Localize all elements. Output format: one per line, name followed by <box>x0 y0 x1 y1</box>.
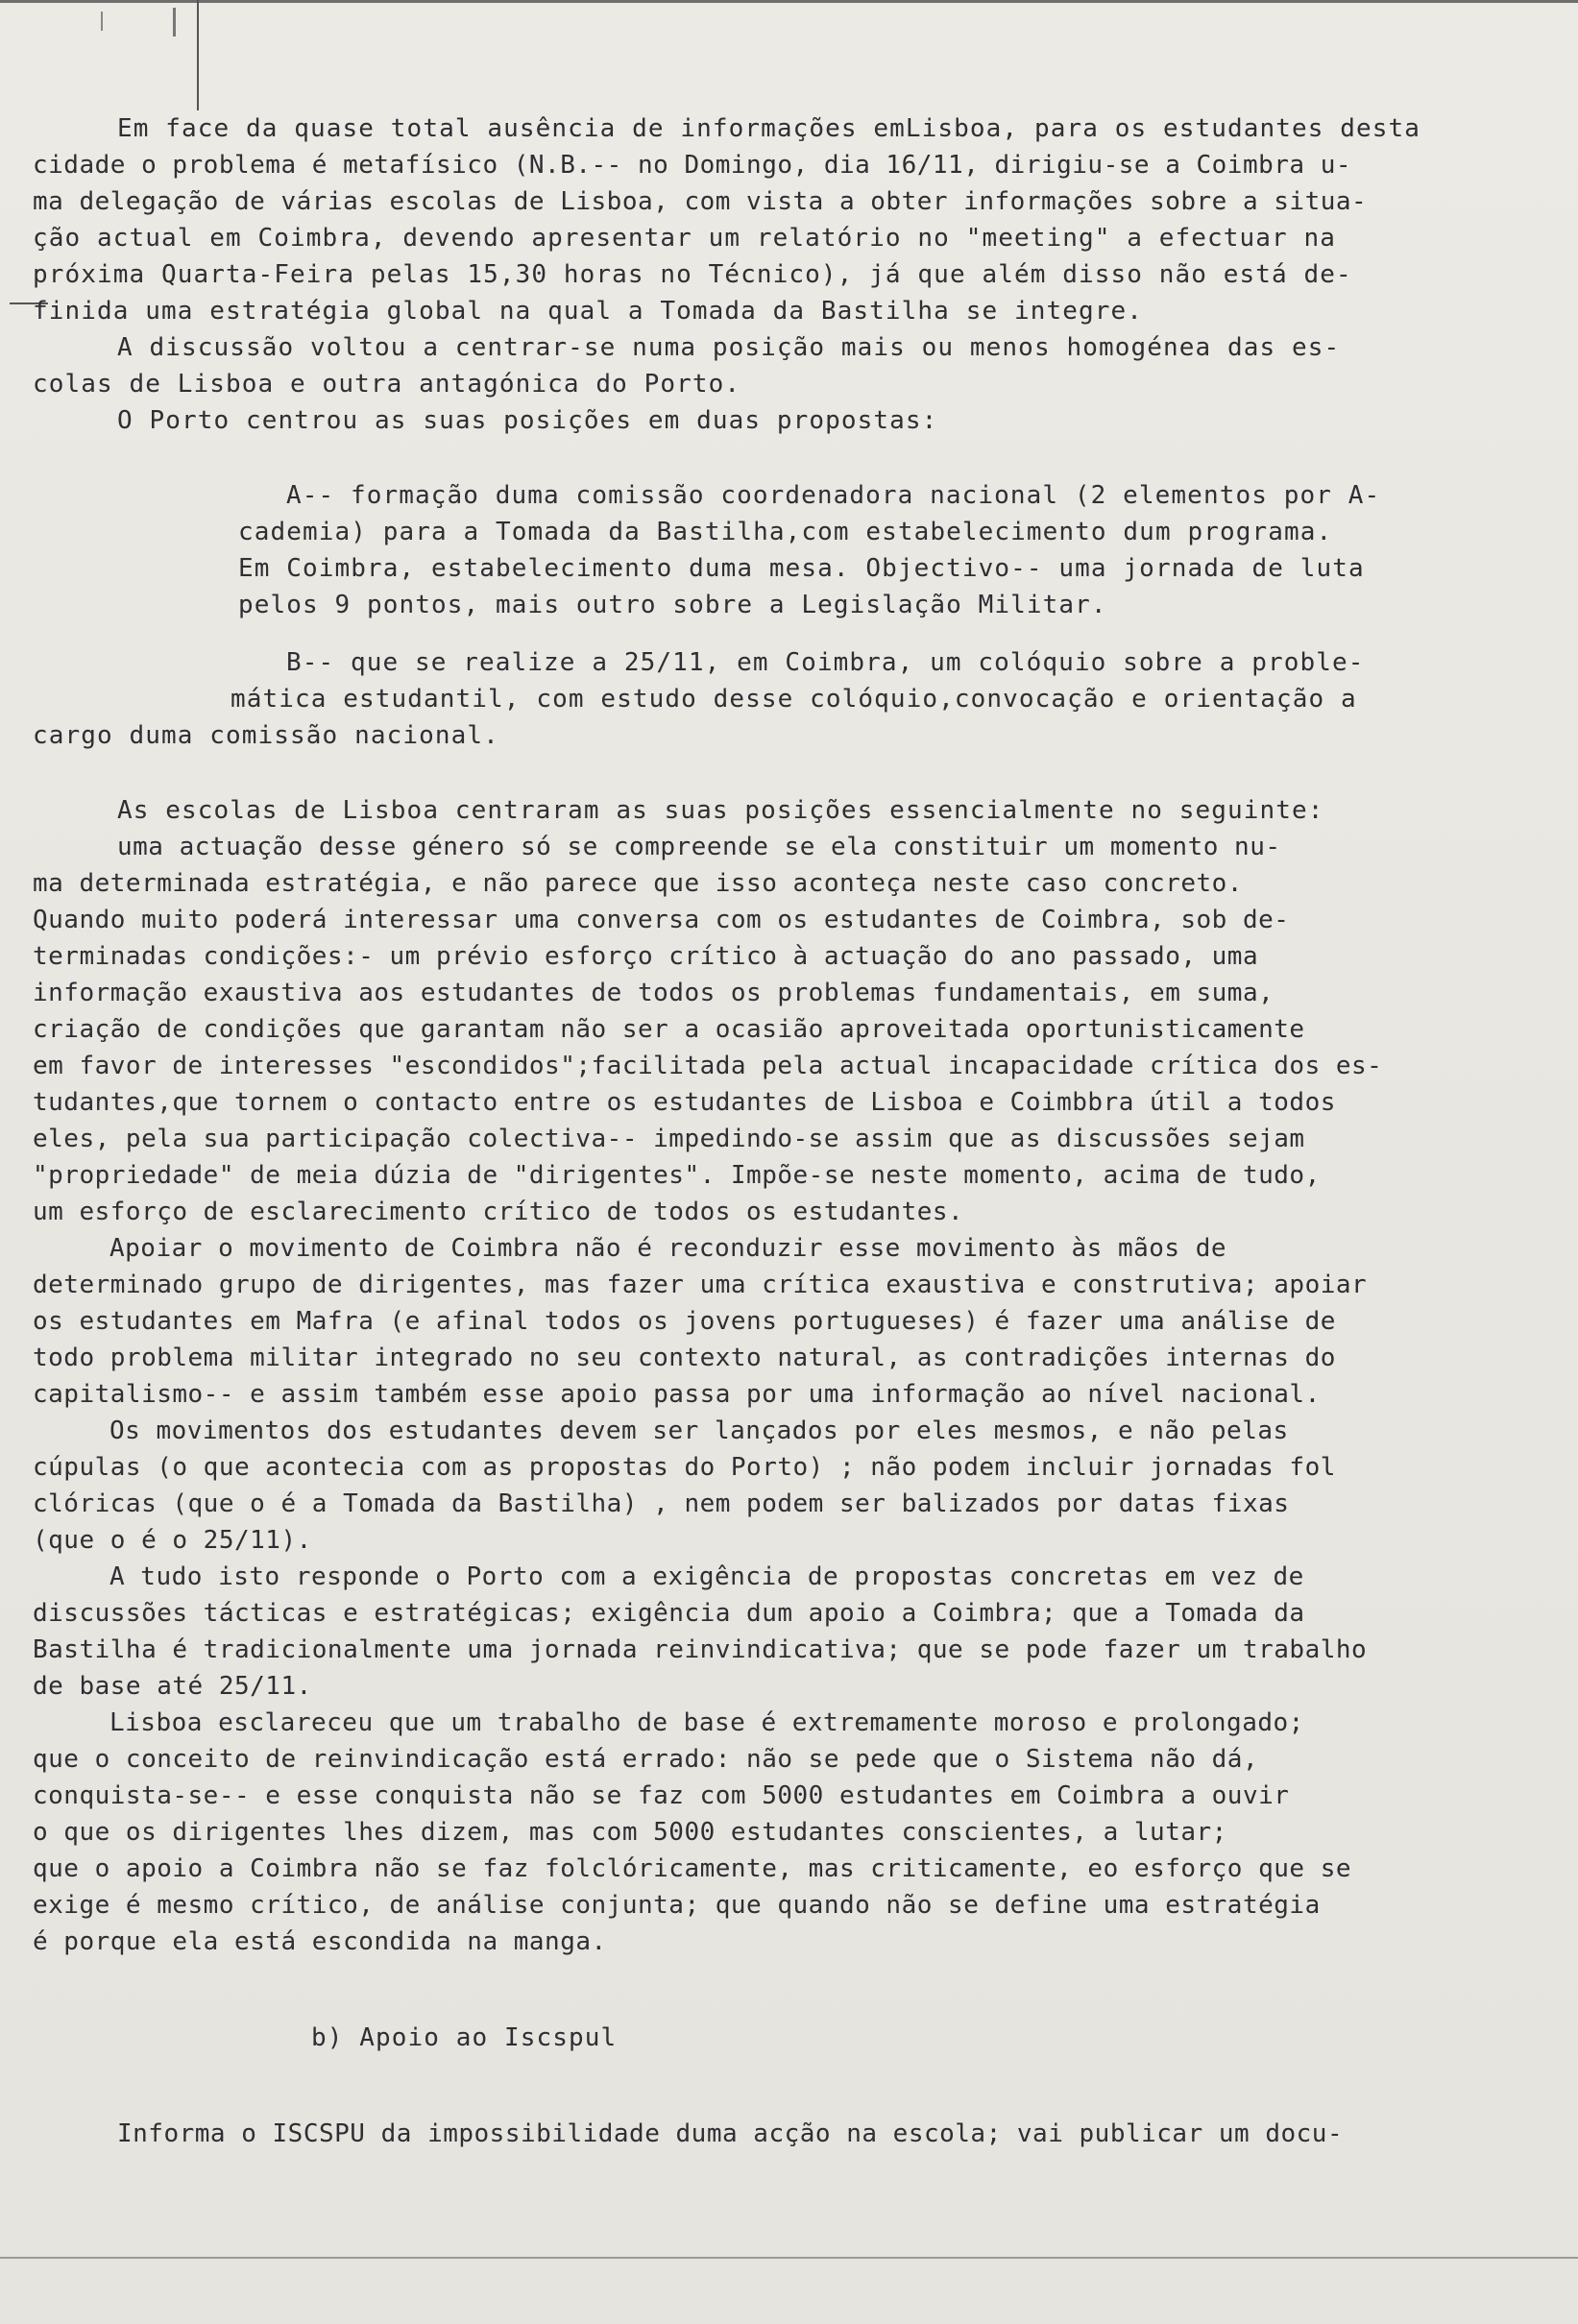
text-line: clóricas (que o é a Tomada da Bastilha) , nem podem ser balizados por datas fixas <box>33 1489 1290 1518</box>
text-line: que o apoio a Coimbra não se faz folclóricamente, mas criticamente, eo esforço que se <box>33 1854 1352 1883</box>
text-line: A-- formação duma comissão coordenadora nacional (2 elementos por A- <box>286 481 1381 510</box>
body-section <box>33 792 1560 1960</box>
text-line: o que os dirigentes lhes dizem, mas com 5000 estudantes conscientes, a lutar; <box>33 1818 1227 1847</box>
text-line: capitalismo-- e assim também esse apoio passa por uma informação ao nível nacional. <box>33 1380 1321 1409</box>
document-text <box>33 110 1560 2152</box>
text-line: criação de condições que garantam não ser a ocasião aproveitada oportunisticamente <box>33 1015 1305 1044</box>
text-line: Bastilha é tradicionalmente uma jornada reinvindicativa; que se pode fazer um trabalho <box>33 1635 1368 1664</box>
text-line: que o conceito de reinvindicação está errado: não se pede que o Sistema não dá, <box>33 1745 1259 1774</box>
text-line: Em face da quase total ausência de informações emLisboa, para os estudantes desta <box>117 114 1421 143</box>
text-line: mática estudantil, com estudo desse colóquio,convocação e orientação a <box>231 685 1357 714</box>
pen-mark <box>173 8 176 36</box>
text-line: finida uma estratégia global na qual a Tomada da Bastilha se integre. <box>33 297 1143 326</box>
proposal-a <box>33 477 1560 623</box>
text-line: ma determinada estratégia, e não parece que isso aconteça neste caso concreto. <box>33 869 1243 898</box>
text-line: cargo duma comissão nacional. <box>33 721 499 750</box>
text-line: Lisboa esclareceu que um trabalho de base é extremamente moroso e prolongado; <box>109 1708 1304 1737</box>
text-line: conquista-se-- e esse conquista não se faz com 5000 estudantes em Coimbra a ouvir <box>33 1781 1290 1810</box>
text-line: tudantes,que tornem o contacto entre os estudantes de Lisboa e Coimbbra útil a todos <box>33 1088 1336 1117</box>
text-line: exige é mesmo crítico, de análise conjunta; que quando não se define uma estratégia <box>33 1891 1321 1920</box>
text-line: pelos 9 pontos, mais outro sobre a Legislação Militar. <box>238 591 1107 619</box>
text-line: colas de Lisboa e outra antagónica do Porto. <box>33 370 741 399</box>
text-line: As escolas de Lisboa centraram as suas posições essencialmente no seguinte: <box>117 796 1324 825</box>
text-line: (que o é o 25/11). <box>33 1526 312 1555</box>
text-line: O Porto centrou as suas posições em duas propostas: <box>117 406 938 435</box>
top-rule <box>0 0 1578 3</box>
text-line: de base até 25/11. <box>33 1672 312 1701</box>
paragraph <box>33 110 1560 329</box>
text-line: terminadas condições:- um prévio esforço crítico à actuação do ano passado, uma <box>33 942 1259 971</box>
text-line: Apoiar o movimento de Coimbra não é reconduzir esse movimento às mãos de <box>109 1234 1227 1263</box>
text-line: "propriedade" de meia dúzia de "dirigentes". Impõe-se neste momento, acima de tudo, <box>33 1161 1321 1190</box>
text-line: é porque ela está escondida na manga. <box>33 1927 607 1956</box>
text-line: uma actuação desse género só se compreende se ela constituir um momento nu- <box>117 833 1281 861</box>
text-line: B-- que se realize a 25/11, em Coimbra, um colóquio sobre a proble- <box>286 648 1365 677</box>
text-line: Em Coimbra, estabelecimento duma mesa. Objectivo-- uma jornada de luta <box>238 554 1365 583</box>
text-line: cidade o problema é metafísico (N.B.-- no Domingo, dia 16/11, dirigiu-se a Coimbra u- <box>33 151 1352 180</box>
text-line: Os movimentos dos estudantes devem ser lançados por eles mesmos, e não pelas <box>109 1416 1289 1445</box>
proposal-b <box>33 644 1560 754</box>
text-line: todo problema militar integrado no seu contexto natural, as contradições internas do <box>33 1344 1336 1372</box>
text-line: eles, pela sua participação colectiva-- impedindo-se assim que as discussões sejam <box>33 1125 1305 1153</box>
text-line: Quando muito poderá interessar uma conversa com os estudantes de Coimbra, sob de- <box>33 906 1290 934</box>
paragraph <box>33 329 1560 402</box>
text-line: ma delegação de várias escolas de Lisboa, com vista a obter informações sobre a situa- <box>33 187 1368 216</box>
text-line: os estudantes em Mafra (e afinal todos os jovens portugueses) é fazer uma análise de <box>33 1307 1336 1336</box>
text-line: cademia) para a Tomada da Bastilha,com estabelecimento dum programa. <box>238 518 1333 546</box>
section-heading: b) Apoio ao Iscspul <box>311 2023 618 2052</box>
paragraph <box>33 402 1560 439</box>
text-line: A discussão voltou a centrar-se numa posição mais ou menos homogénea das es- <box>117 333 1341 362</box>
pen-mark <box>197 0 199 110</box>
text-line: ção actual em Coimbra, devendo apresentar um relatório no "meeting" a efectuar na <box>33 224 1337 253</box>
text-line: informação exaustiva aos estudantes de todos os problemas fundamentais, em suma, <box>33 979 1275 1007</box>
text-line: discussões tácticas e estratégicas; exigência dum apoio a Coimbra; que a Tomada da <box>33 1599 1305 1628</box>
pen-mark <box>101 12 103 31</box>
text-line: em favor de interesses "escondidos";facilitada pela actual incapacidade crítica dos es- <box>33 1052 1383 1080</box>
text-line: um esforço de esclarecimento crítico de todos os estudantes. <box>33 1198 964 1226</box>
text-line: A tudo isto responde o Porto com a exigência de propostas concretas em vez de <box>109 1562 1304 1591</box>
text-line: determinado grupo de dirigentes, mas fazer uma crítica exaustiva e construtiva; apoiar <box>33 1271 1368 1299</box>
bottom-rule <box>0 2257 1578 2259</box>
text-line: cúpulas (o que acontecia com as propostas do Porto) ; não podem incluir jornadas fol <box>33 1453 1336 1482</box>
text-line: próxima Quarta-Feira pelas 15,30 horas no Técnico), já que além disso não está de- <box>33 260 1352 289</box>
text-line: Informa o ISCSPU da impossibilidade duma acção na escola; vai publicar um docu- <box>117 2119 1344 2148</box>
